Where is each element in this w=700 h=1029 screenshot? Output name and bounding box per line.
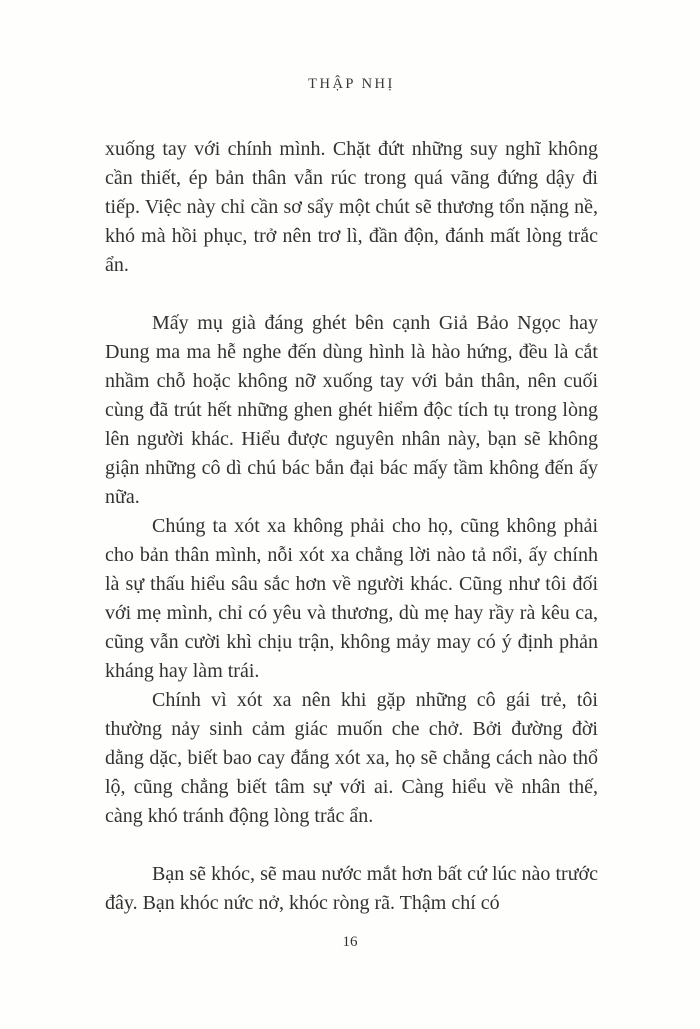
paragraph: Mấy mụ già đáng ghét bên cạnh Giả Bảo Ngọc hay Dung ma ma hễ nghe đến dùng hình là hào hứng, đều là cắt nhầm chỗ hoặc không nỡ xuống tay với bản thân, nên cuối cùng đã trút hết những ghen ghét hiểm độc tích tụ trong lòng lên người khác. Hiểu được nguyên nhân này, bạn sẽ không giận những cô dì chú bác bắn đại bác mấy tầm không đến ấy nữa.: [105, 312, 598, 508]
paragraph: xuống tay với chính mình. Chặt đứt những suy nghĩ không cần thiết, ép bản thân vẫn rúc trong quá vãng đứng dậy đi tiếp. Việc này chỉ cần sơ sẩy một chút sẽ thương tổn nặng nề, khó mà hồi phục, trở nên trơ lì, đần độn, đánh mất lòng trắc ẩn.: [105, 138, 598, 276]
page-number: 16: [342, 934, 358, 950]
running-header: THẬP NHỊ: [308, 76, 395, 92]
page-body-text: [105, 135, 598, 918]
paragraph: Chúng ta xót xa không phải cho họ, cũng không phải cho bản thân mình, nỗi xót xa chẳng lời nào tả nổi, ấy chính là sự thấu hiểu sâu sắc hơn về người khác. Cũng như tôi đối với mẹ mình, chỉ có yêu và thương, dù mẹ hay rầy rà kêu ca, cũng vẫn cười khì chịu trận, không mảy may có ý định phản kháng hay làm trái.: [105, 515, 598, 682]
paragraph: Chính vì xót xa nên khi gặp những cô gái trẻ, tôi thường nảy sinh cảm giác muốn che chở. Bởi đường đời dằng dặc, biết bao cay đắng xót xa, họ sẽ chẳng cách nào thổ lộ, cũng chẳng biết tâm sự với ai. Càng hiểu về nhân thế, càng khó tránh động lòng trắc ẩn.: [105, 689, 598, 827]
paragraph: Bạn sẽ khóc, sẽ mau nước mắt hơn bất cứ lúc nào trước đây. Bạn khóc nức nở, khóc ròng rã. Thậm chí có: [105, 863, 598, 914]
